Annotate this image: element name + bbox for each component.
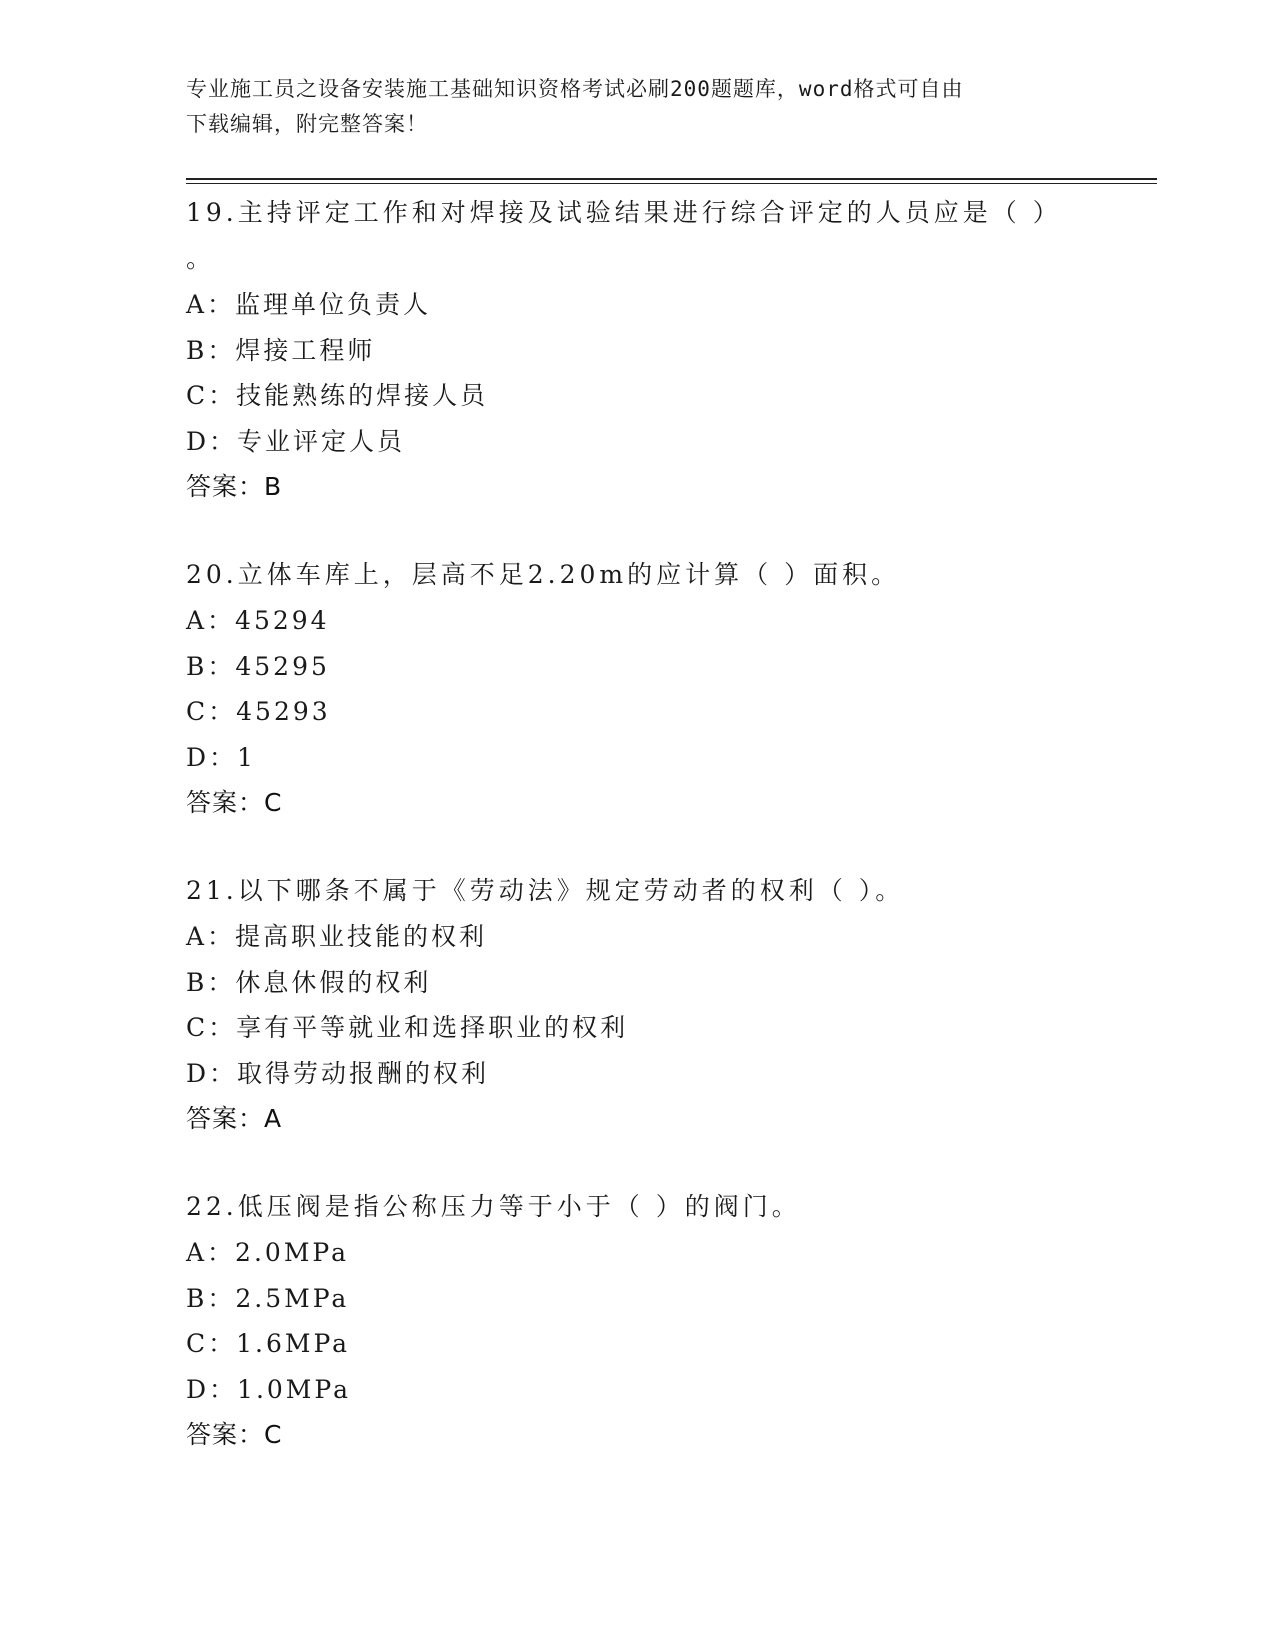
option-c: C：享有平等就业和选择职业的权利 <box>186 1013 629 1042</box>
header-line-2: 下载编辑，附完整答案！ <box>186 112 428 136</box>
header-line-1: 专业施工员之设备安装施工基础知识资格考试必刷200题题库，word格式可自由 <box>186 77 964 101</box>
question-21 <box>186 868 1086 1142</box>
option-a: A：监理单位负责人 <box>186 290 432 319</box>
question-20 <box>186 552 1086 826</box>
question-list <box>186 190 1086 1500</box>
option-a: A：2.0MPa <box>186 1238 350 1267</box>
header-divider-thick <box>186 178 1157 180</box>
option-b: B：2.5MPa <box>186 1283 350 1313</box>
header-divider-thin <box>186 183 1157 184</box>
option-a: A：提高职业技能的权利 <box>186 922 488 951</box>
option-c: C：技能熟练的焊接人员 <box>186 381 489 410</box>
question-stem-tail: 。 <box>186 244 216 273</box>
answer: 答案：A <box>186 1104 283 1133</box>
option-b: B：休息休假的权利 <box>186 967 432 997</box>
option-b: B：45295 <box>186 651 330 681</box>
question-19 <box>186 190 1086 510</box>
answer: 答案：C <box>186 1420 283 1449</box>
question-stem: 20.立体车库上，层高不足2.20m的应计算（ ）面积。 <box>186 560 901 589</box>
option-a: A：45294 <box>186 606 330 635</box>
question-stem: 21.以下哪条不属于《劳动法》规定劳动者的权利（ ）。 <box>186 876 905 905</box>
option-b: B：焊接工程师 <box>186 335 376 365</box>
answer: 答案：B <box>186 472 283 501</box>
answer: 答案：C <box>186 788 283 817</box>
question-22 <box>186 1184 1086 1458</box>
option-d: D：取得劳动报酬的权利 <box>186 1058 490 1088</box>
option-c: C：1.6MPa <box>186 1329 351 1358</box>
option-d: D：1.0MPa <box>186 1374 352 1404</box>
option-d: D：1 <box>186 742 256 772</box>
option-c: C：45293 <box>186 697 331 726</box>
question-stem: 22.低压阀是指公称压力等于小于（ ）的阀门。 <box>186 1192 801 1221</box>
document-header <box>186 72 1066 142</box>
option-d: D：专业评定人员 <box>186 426 406 456</box>
question-stem: 19.主持评定工作和对焊接及试验结果进行综合评定的人员应是（ ） <box>186 198 1062 227</box>
